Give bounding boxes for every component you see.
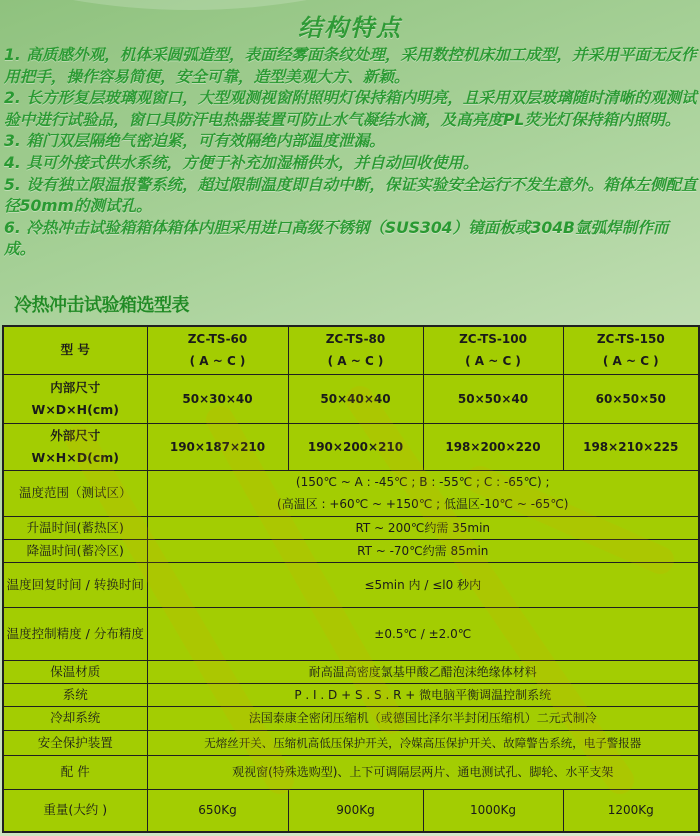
weight-value: 650Kg <box>147 789 288 832</box>
table-title: 冷热冲击试验箱选型表 <box>14 295 189 316</box>
heat-time-label: 升温时间(蓄热区) <box>3 516 147 539</box>
table-row-accessories <box>3 755 699 789</box>
table-row-cooling <box>3 706 699 730</box>
outer-size-value: 190×187×210 <box>147 423 288 470</box>
model-cell: ZC-TS-150 ( A ~ C ) <box>563 326 699 374</box>
cool-time-value: RT ~ -70℃约需 85min <box>147 539 699 562</box>
safety-value: 无熔丝开关、压缩机高低压保护开关，冷媒高压保护开关、故障警告系统，电子警报器 <box>147 730 699 755</box>
system-label: 系统 <box>3 683 147 706</box>
table-row-outer-size <box>3 423 699 470</box>
recovery-time-value: ≤5min 内 / ≤l0 秒内 <box>147 562 699 607</box>
outer-size-label: 外部尺寸 W×H×D(cm) <box>3 423 147 470</box>
spec-table <box>2 325 700 833</box>
weight-label: 重量(大约 ) <box>3 789 147 832</box>
accessories-value: 观视窗(特殊选购型)、上下可调隔层两片、通电测试孔、脚轮、水平支架 <box>147 755 699 789</box>
table-row-precision <box>3 607 699 660</box>
system-value: P . I . D + S . S . R + 微电脑平衡调温控制系统 <box>147 683 699 706</box>
heat-time-value: RT ~ 200℃约需 35min <box>147 516 699 539</box>
table-row-safety <box>3 730 699 755</box>
weight-value: 900Kg <box>288 789 423 832</box>
table-row-weight <box>3 789 699 832</box>
table-row-heat-time <box>3 516 699 539</box>
feature-item: 1. 高质感外观，机体采圆弧造型，表面经雾面条纹处理，采用数控机床加工成型，并采用平面无反作用把手，操作容易简便，安全可靠，造型美观大方、新颖。 <box>4 46 697 86</box>
inner-size-value: 50×50×40 <box>423 374 563 423</box>
inner-size-value: 50×30×40 <box>147 374 288 423</box>
table-row-cool-time <box>3 539 699 562</box>
feature-item: 4. 具可外接式供水系统，方便于补充加湿桶供水，并自动回收使用。 <box>4 153 479 172</box>
feature-item: 2. 长方形复层玻璃观窗口，大型观测视窗附照明灯保持箱内明亮，且采用双层玻璃随时清晰的观测试验中进行试验品，窗口具防汗电热器装置可防止水气凝结水滴，及高亮度PL荧光灯保持箱内照明。 <box>4 89 697 129</box>
precision-value: ±0.5℃ / ±2.0℃ <box>147 607 699 660</box>
features-list <box>4 45 698 261</box>
model-label: 型 号 <box>3 326 147 374</box>
feature-item: 5. 设有独立限温报警系统，超过限制温度即自动中断，保证实验安全运行不发生意外。箱体左侧配直径50mm的测试孔。 <box>4 175 697 216</box>
recovery-time-label: 温度回复时间 / 转换时间 <box>3 562 147 607</box>
table-row-model <box>3 326 699 374</box>
insulation-label: 保温材质 <box>3 660 147 683</box>
table-row-temp-range <box>3 470 699 516</box>
outer-size-value: 190×200×210 <box>288 423 423 470</box>
model-cell: ZC-TS-60 ( A ~ C ) <box>147 326 288 374</box>
insulation-value: 耐高温高密度氯基甲酸乙醋泡沫绝缘体材料 <box>147 660 699 683</box>
precision-label: 温度控制精度 / 分布精度 <box>3 607 147 660</box>
table-row-inner-size <box>3 374 699 423</box>
temp-range-value: (150℃ ~ A : -45℃ ; B : -55℃ ; C : -65℃) ; (高温区 : +60℃ ~ +150℃ ; 低温区-10℃ ~ -65℃) <box>147 470 699 516</box>
outer-size-value: 198×200×220 <box>423 423 563 470</box>
weight-value: 1200Kg <box>563 789 699 832</box>
cooling-value: 法国泰康全密闭压缩机（或德国比泽尔半封闭压缩机）二元式制冷 <box>147 706 699 730</box>
inner-size-label: 内部尺寸 W×D×H(cm) <box>3 374 147 423</box>
inner-size-value: 60×50×50 <box>563 374 699 423</box>
feature-item: 6. 冷热冲击试验箱箱体箱体内胆采用进口高级不锈钢（SUS304）镜面板或304B氩弧焊制作而成。 <box>4 218 669 259</box>
model-cell: ZC-TS-100 ( A ~ C ) <box>423 326 563 374</box>
outer-size-value: 198×210×225 <box>563 423 699 470</box>
weight-value: 1000Kg <box>423 789 563 832</box>
model-cell: ZC-TS-80 ( A ~ C ) <box>288 326 423 374</box>
table-row-system <box>3 683 699 706</box>
inner-size-value: 50×40×40 <box>288 374 423 423</box>
table-row-insulation <box>3 660 699 683</box>
section-title: 结构特点 <box>298 14 402 42</box>
safety-label: 安全保护装置 <box>3 730 147 755</box>
cooling-label: 冷却系统 <box>3 706 147 730</box>
table-row-recovery-time <box>3 562 699 607</box>
temp-range-label: 温度范围（测试区） <box>3 470 147 516</box>
accessories-label: 配 件 <box>3 755 147 789</box>
cool-time-label: 降温时间(蓄冷区) <box>3 539 147 562</box>
feature-item: 3. 箱门双层隔绝气密迫紧，可有效隔绝内部温度泄漏。 <box>4 132 385 151</box>
